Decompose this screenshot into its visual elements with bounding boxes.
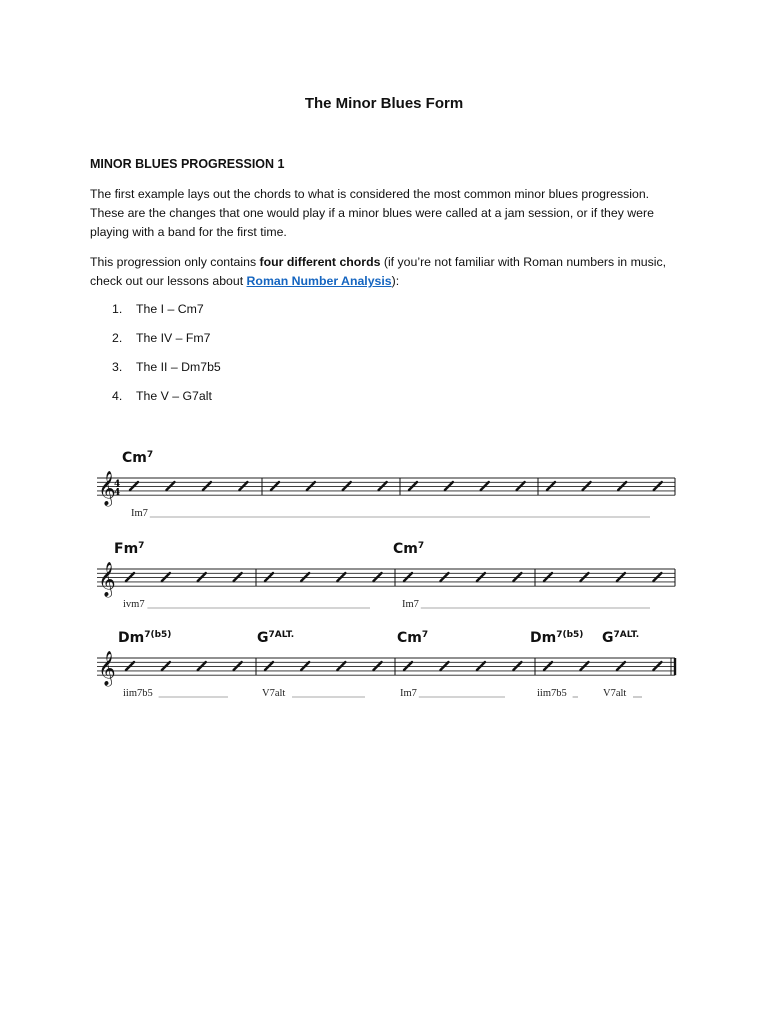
rhythm-slash xyxy=(126,662,134,670)
chord-symbol: Cm$^7$ xyxy=(393,541,425,557)
rhythm-slash xyxy=(544,573,552,581)
treble-clef-icon: 𝄞 xyxy=(98,651,116,686)
rhythm-slash xyxy=(162,573,170,581)
rhythm-slash xyxy=(513,662,521,670)
chord-symbol: $Dm^{7(b5)}$ xyxy=(118,630,172,646)
rhythm-slash xyxy=(445,482,453,490)
rhythm-slash xyxy=(265,662,273,670)
roman-numeral: Im7 xyxy=(400,688,417,699)
rhythm-slash xyxy=(580,573,588,581)
rhythm-slash xyxy=(404,662,412,670)
chord-extension: 7(b5) xyxy=(144,630,172,640)
chords-paragraph xyxy=(90,253,680,291)
treble-clef-icon: 𝄞 xyxy=(98,471,116,506)
rhythm-slash xyxy=(440,662,448,670)
roman-numeral: Im7 xyxy=(131,508,148,519)
rhythm-slash xyxy=(162,662,170,670)
list-item xyxy=(112,300,221,329)
chord-symbol: $G^{7ALT.}$ xyxy=(602,630,640,646)
roman-numeral: V7alt xyxy=(603,688,627,699)
paragraph-text: (if you’re not familiar with Roman numbers in music, check out our lessons about xyxy=(90,255,667,288)
rhythm-slash xyxy=(618,482,626,490)
treble-clef-icon: 𝄞 xyxy=(98,562,116,597)
list-number: 2. xyxy=(112,331,123,345)
roman-numeral: iim7b5 xyxy=(537,688,567,699)
rhythm-slash xyxy=(374,662,382,670)
rhythm-slash xyxy=(653,573,661,581)
list-text: The V – G7alt xyxy=(136,389,212,403)
list-item xyxy=(112,358,221,387)
list-text: The II – Dm7b5 xyxy=(136,360,221,374)
rhythm-slash xyxy=(580,662,588,670)
rhythm-slash xyxy=(337,573,345,581)
section-heading: MINOR BLUES PROGRESSION 1 xyxy=(90,157,285,171)
rhythm-slash xyxy=(301,573,309,581)
chord-symbol: $G^{7ALT.}$ xyxy=(257,630,295,646)
list-item xyxy=(112,329,221,358)
chord-extension: 7 xyxy=(146,450,154,460)
rhythm-slash xyxy=(513,573,521,581)
list-number: 4. xyxy=(112,389,123,403)
rhythm-slash xyxy=(481,482,489,490)
rhythm-slash xyxy=(617,662,625,670)
rhythm-slash xyxy=(477,573,485,581)
list-text: The IV – Fm7 xyxy=(136,331,211,345)
rhythm-slash xyxy=(130,482,138,490)
chord-symbol: Cm$^7$ xyxy=(122,450,154,466)
rhythm-slash xyxy=(583,482,591,490)
rhythm-slash xyxy=(198,573,206,581)
roman-numeral: Im7 xyxy=(402,599,419,610)
paragraph-text: This progression only contains xyxy=(90,255,260,269)
chord-symbol: Fm$^7$ xyxy=(114,541,145,557)
chord-extension: 7 xyxy=(421,630,429,640)
rhythm-slash xyxy=(379,482,387,490)
roman-numeral: iim7b5 xyxy=(123,688,153,699)
chord-symbol: Cm$^7$ xyxy=(397,630,429,646)
rhythm-slash xyxy=(126,573,134,581)
rhythm-slash xyxy=(234,573,242,581)
rhythm-slash xyxy=(374,573,382,581)
intro-paragraph: The first example lays out the chords to what is considered the most common minor blues progression. These are the changes that one would play if a minor blues were called at a jam session, or if they were playing with a band for the first time. xyxy=(90,187,654,239)
rhythm-slash xyxy=(653,662,661,670)
chord-extension: 7 xyxy=(417,541,425,551)
rhythm-slash xyxy=(440,573,448,581)
roman-number-analysis-link[interactable]: Roman Number Analysis xyxy=(246,274,392,288)
list-text: The I – Cm7 xyxy=(136,302,204,316)
rhythm-slash xyxy=(301,662,309,670)
rhythm-slash xyxy=(265,573,273,581)
rhythm-slash xyxy=(337,662,345,670)
chord-list xyxy=(112,300,221,416)
rhythm-slash xyxy=(547,482,555,490)
rhythm-slash xyxy=(239,482,247,490)
roman-numeral: V7alt xyxy=(262,688,286,699)
time-signature-top: 4 xyxy=(114,479,121,490)
paragraph-bold: four different chords xyxy=(259,255,381,269)
list-item xyxy=(112,387,221,416)
time-signature-bottom: 4 xyxy=(114,488,121,498)
rhythm-slash xyxy=(477,662,485,670)
rhythm-slash xyxy=(404,573,412,581)
chord-extension: 7ALT. xyxy=(268,630,295,640)
chord-extension: 7(b5) xyxy=(556,630,584,640)
chord-symbol: $Dm^{7(b5)}$ xyxy=(530,630,584,646)
chord-extension: 7 xyxy=(138,541,145,551)
rhythm-slash xyxy=(166,482,174,490)
rhythm-slash xyxy=(617,573,625,581)
rhythm-slash xyxy=(409,482,417,490)
rhythm-slash xyxy=(234,662,242,670)
rhythm-slash xyxy=(517,482,525,490)
rhythm-slash xyxy=(654,482,662,490)
rhythm-slash xyxy=(307,482,315,490)
rhythm-slash xyxy=(271,482,279,490)
music-notation xyxy=(0,430,768,720)
list-number: 1. xyxy=(112,302,123,316)
rhythm-slash xyxy=(343,482,351,490)
list-number: 3. xyxy=(112,360,123,374)
paragraph-text: ): xyxy=(391,274,400,288)
roman-numeral: ivm7 xyxy=(123,599,145,610)
rhythm-slash xyxy=(198,662,206,670)
rhythm-slash xyxy=(203,482,211,490)
page-title: The Minor Blues Form xyxy=(304,95,464,112)
chord-extension: 7ALT. xyxy=(613,630,640,640)
rhythm-slash xyxy=(544,662,552,670)
